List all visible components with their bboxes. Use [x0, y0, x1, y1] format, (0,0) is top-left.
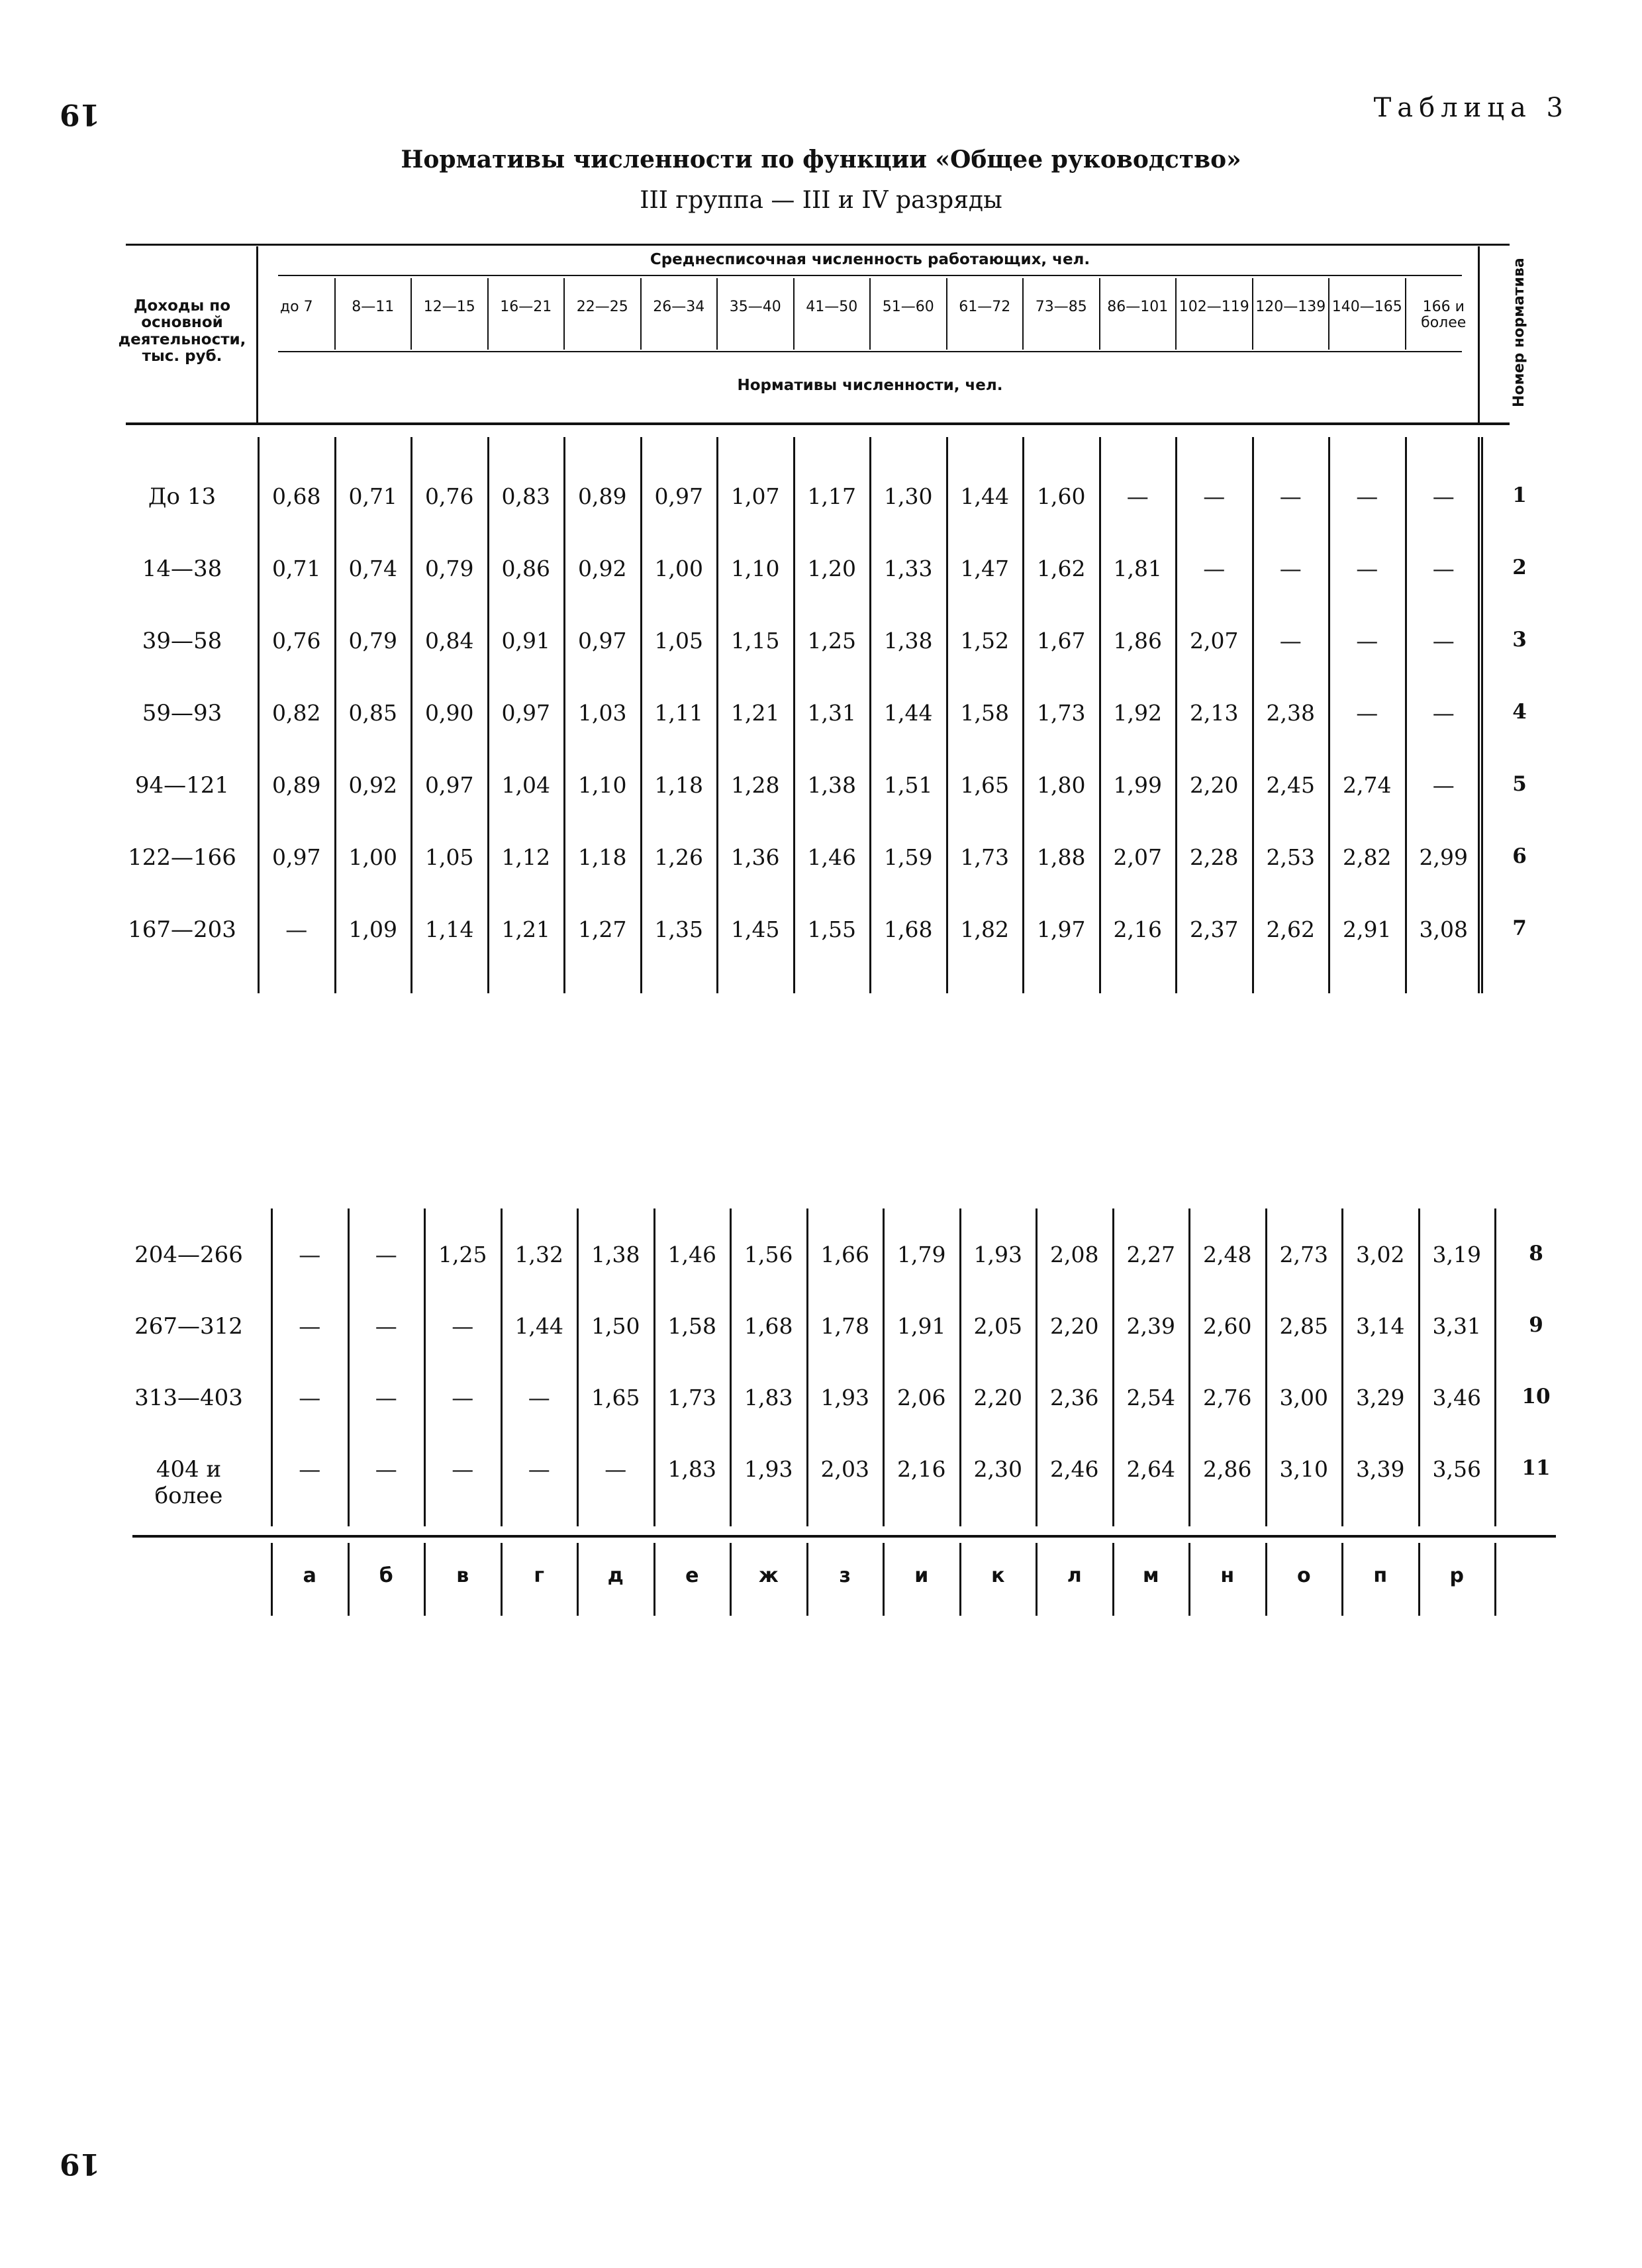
table-cell: 1,30: [884, 483, 933, 509]
table-cell: 1,20: [807, 556, 856, 581]
table-cell: 2,16: [1113, 916, 1162, 942]
table-cell: 0,97: [425, 772, 474, 798]
norm-number: 5: [1512, 772, 1527, 796]
table-cell: —: [375, 1313, 397, 1339]
column-letter: а: [303, 1564, 316, 1587]
table-cell: 0,92: [348, 772, 397, 798]
table-cell: 1,78: [820, 1313, 869, 1339]
column-header-divider: [1022, 278, 1024, 350]
table-cell: 1,59: [884, 844, 933, 870]
table-cell: —: [299, 1242, 321, 1267]
column-header-divider: [793, 278, 795, 350]
number-header: Номер норматива: [1510, 258, 1527, 407]
norms-header: Нормативы численности, чел.: [737, 377, 1003, 394]
table-cell: 1,26: [654, 844, 703, 870]
column-header: 120—139: [1255, 299, 1326, 315]
table-cell: —: [1356, 700, 1378, 726]
table-cell: 2,13: [1190, 700, 1239, 726]
row-label: 122—166: [128, 844, 236, 871]
column-header-divider: [1405, 278, 1406, 350]
table-cell: 0,97: [501, 700, 550, 726]
row-label: 267—312: [134, 1313, 243, 1340]
table-cell: 0,68: [272, 483, 321, 509]
table-cell: 1,25: [438, 1242, 487, 1267]
table-cell: 1,73: [960, 844, 1009, 870]
table-cell: 0,97: [272, 844, 321, 870]
rule-top: [126, 244, 1510, 246]
table-cell: 1,93: [820, 1385, 869, 1410]
table-cell: 1,35: [654, 916, 703, 942]
norm-number: 10: [1521, 1385, 1551, 1408]
table-cell: 1,38: [807, 772, 856, 798]
column-header-divider: [487, 278, 489, 350]
column-letter: е: [685, 1564, 699, 1587]
page-number-bottom: 19: [60, 2147, 101, 2181]
table-cell: 1,86: [1113, 628, 1162, 654]
table-cell: 1,81: [1113, 556, 1162, 581]
table-cell: 1,83: [744, 1385, 793, 1410]
header-divider-number: [1478, 246, 1480, 422]
column-header-divider: [334, 278, 336, 350]
table-cell: 0,89: [578, 483, 627, 509]
table-cell: 1,00: [348, 844, 397, 870]
table-cell: 1,46: [667, 1242, 716, 1267]
column-header: 8—11: [352, 299, 395, 315]
rule-header-bottom: [126, 422, 1510, 425]
table-cell: 3,39: [1356, 1456, 1405, 1482]
table-cell: 1,07: [731, 483, 780, 509]
header-divider: [256, 246, 258, 422]
norm-number: 9: [1529, 1313, 1543, 1337]
table-cell: 1,05: [654, 628, 703, 654]
column-header: 51—60: [882, 299, 934, 315]
table-cell: 1,31: [807, 700, 856, 726]
table-cell: —: [1432, 483, 1455, 509]
column-header: 102—119: [1179, 299, 1249, 315]
table-cell: 1,10: [731, 556, 780, 581]
table-cell: 1,62: [1037, 556, 1086, 581]
table-cell: —: [452, 1385, 474, 1410]
column-header: 12—15: [423, 299, 475, 315]
table-cell: 2,64: [1126, 1456, 1175, 1482]
table-cell: 0,84: [425, 628, 474, 654]
column-header: 16—21: [500, 299, 552, 315]
table-cell: —: [299, 1385, 321, 1410]
table-cell: 2,91: [1343, 916, 1392, 942]
table-cell: 0,89: [272, 772, 321, 798]
table-cell: 3,10: [1279, 1456, 1328, 1482]
table-cell: 1,66: [820, 1242, 869, 1267]
table-cell: 3,00: [1279, 1385, 1328, 1410]
row-label: 39—58: [142, 628, 222, 654]
table-cell: 1,44: [514, 1313, 563, 1339]
column-header-divider: [946, 278, 947, 350]
table-cell: 0,79: [348, 628, 397, 654]
column-letter: п: [1373, 1564, 1388, 1587]
table-cell: 1,58: [667, 1313, 716, 1339]
table-cell: 1,68: [884, 916, 933, 942]
table-cell: 1,44: [960, 483, 1009, 509]
table-cell: —: [452, 1456, 474, 1482]
table-cell: 0,83: [501, 483, 550, 509]
table-cell: 1,33: [884, 556, 933, 581]
table-cell: —: [528, 1456, 550, 1482]
table-cell: —: [1432, 556, 1455, 581]
table-cell: 1,93: [744, 1456, 793, 1482]
table-cell: 2,74: [1343, 772, 1392, 798]
column-header-divider: [1252, 278, 1253, 350]
table-cell: 1,91: [897, 1313, 946, 1339]
table-cell: —: [1203, 556, 1226, 581]
column-letter: б: [379, 1564, 393, 1587]
table-cell: 1,73: [667, 1385, 716, 1410]
table-cell: 2,76: [1203, 1385, 1252, 1410]
table-cell: 1,12: [501, 844, 550, 870]
column-header-divider: [716, 278, 718, 350]
table-cell: 1,18: [578, 844, 627, 870]
column-letter: м: [1142, 1564, 1159, 1587]
table-cell: 1,27: [578, 916, 627, 942]
table-cell: 1,21: [501, 916, 550, 942]
table-cell: 1,83: [667, 1456, 716, 1482]
table-cell: 1,04: [501, 772, 550, 798]
rule-group: [278, 275, 1462, 276]
column-letter: и: [914, 1564, 929, 1587]
table-cell: 0,71: [272, 556, 321, 581]
column-letter: в: [456, 1564, 469, 1587]
table-cell: 1,28: [731, 772, 780, 798]
column-header-divider: [1175, 278, 1177, 350]
table-cell: 2,48: [1203, 1242, 1252, 1267]
table-cell: 0,97: [578, 628, 627, 654]
table-cell: 2,37: [1190, 916, 1239, 942]
column-letter: ж: [758, 1564, 779, 1587]
table-cell: —: [375, 1456, 397, 1482]
table-cell: 1,05: [425, 844, 474, 870]
table-cell: 1,38: [591, 1242, 640, 1267]
table-cell: 1,36: [731, 844, 780, 870]
table-cell: —: [1279, 556, 1302, 581]
table-cell: 1,58: [960, 700, 1009, 726]
table-cell: —: [604, 1456, 627, 1482]
table-cell: 1,17: [807, 483, 856, 509]
table-cell: —: [1356, 556, 1378, 581]
column-header: 140—165: [1331, 299, 1402, 315]
table-cell: 1,60: [1037, 483, 1086, 509]
table-cell: 2,16: [897, 1456, 946, 1482]
table-cell: 0,79: [425, 556, 474, 581]
table-cell: 2,46: [1050, 1456, 1099, 1482]
table-cell: 2,20: [1050, 1313, 1099, 1339]
table-cell: 2,07: [1190, 628, 1239, 654]
table-cell: 2,99: [1419, 844, 1468, 870]
column-letter: д: [607, 1564, 624, 1587]
table-cell: 3,46: [1432, 1385, 1481, 1410]
table-subtitle: III группа — III и IV разряды: [640, 187, 1002, 214]
table-cell: 0,82: [272, 700, 321, 726]
table-cell: —: [1432, 700, 1455, 726]
table-cell: 2,07: [1113, 844, 1162, 870]
table-cell: 1,18: [654, 772, 703, 798]
table-title: Нормативы численности по функции «Общее руководство»: [401, 146, 1241, 173]
table-cell: 1,93: [973, 1242, 1022, 1267]
norm-number: 4: [1512, 700, 1527, 724]
norm-number: 7: [1512, 916, 1527, 940]
table-cell: 1,00: [654, 556, 703, 581]
column-header: 35—40: [729, 299, 781, 315]
row-label: 313—403: [134, 1385, 243, 1411]
table-cell: 1,68: [744, 1313, 793, 1339]
table-cell: 0,71: [348, 483, 397, 509]
row-label: 204—266: [134, 1242, 243, 1268]
column-header: 26—34: [653, 299, 705, 315]
column-header-divider: [1099, 278, 1100, 350]
column-header-divider: [1328, 278, 1329, 350]
table-cell: 0,90: [425, 700, 474, 726]
column-letter: л: [1067, 1564, 1082, 1587]
table-cell: —: [375, 1242, 397, 1267]
table-cell: 2,20: [973, 1385, 1022, 1410]
column-letter: р: [1449, 1564, 1464, 1587]
table-cell: 1,82: [960, 916, 1009, 942]
table-cell: —: [285, 916, 308, 942]
table-cell: 2,03: [820, 1456, 869, 1482]
table-cell: 0,74: [348, 556, 397, 581]
rule-columns: [278, 351, 1462, 352]
table-cell: 1,09: [348, 916, 397, 942]
table-cell: —: [1203, 483, 1226, 509]
table-cell: —: [1356, 483, 1378, 509]
table-cell: 2,08: [1050, 1242, 1099, 1267]
table-cell: 2,30: [973, 1456, 1022, 1482]
table-cell: —: [1279, 628, 1302, 654]
row-label: 59—93: [142, 700, 222, 726]
table-cell: 3,31: [1432, 1313, 1481, 1339]
row-header: Доходы по основной деятельности, тыс. руб.: [118, 297, 246, 365]
table-cell: 1,03: [578, 700, 627, 726]
table-cell: 2,45: [1266, 772, 1315, 798]
table-cell: 0,86: [501, 556, 550, 581]
table-cell: 2,28: [1190, 844, 1239, 870]
table-cell: 3,19: [1432, 1242, 1481, 1267]
table-cell: —: [299, 1456, 321, 1482]
table-cell: 1,15: [731, 628, 780, 654]
column-header: 166 и более: [1421, 299, 1467, 332]
table-cell: 2,86: [1203, 1456, 1252, 1482]
table-cell: 0,76: [272, 628, 321, 654]
table-cell: 2,06: [897, 1385, 946, 1410]
table-cell: 2,20: [1190, 772, 1239, 798]
table-cell: 2,73: [1279, 1242, 1328, 1267]
table-cell: 1,73: [1037, 700, 1086, 726]
column-header-divider: [410, 278, 412, 350]
column-letter: о: [1296, 1564, 1311, 1587]
table-cell: 1,65: [960, 772, 1009, 798]
table-cell: 3,08: [1419, 916, 1468, 942]
table-cell: 3,14: [1356, 1313, 1405, 1339]
table-cell: —: [1356, 628, 1378, 654]
table-cell: 1,25: [807, 628, 856, 654]
table-cell: 2,85: [1279, 1313, 1328, 1339]
table-cell: 3,02: [1356, 1242, 1405, 1267]
column-header: 61—72: [959, 299, 1011, 315]
table-cell: 1,52: [960, 628, 1009, 654]
column-letter: к: [991, 1564, 1005, 1587]
table-cell: 2,82: [1343, 844, 1392, 870]
table-cell: 1,97: [1037, 916, 1086, 942]
row-label: До 13: [148, 483, 217, 510]
table-cell: —: [1432, 628, 1455, 654]
table-cell: 2,54: [1126, 1385, 1175, 1410]
table-cell: 2,53: [1266, 844, 1315, 870]
table-cell: 0,92: [578, 556, 627, 581]
table-label: Таблица 3: [1373, 93, 1569, 123]
table-cell: 1,65: [591, 1385, 640, 1410]
group-header: Среднесписочная численность работающих, чел.: [650, 251, 1090, 268]
column-letter: з: [839, 1564, 851, 1587]
table-cell: —: [1279, 483, 1302, 509]
table-cell: 1,67: [1037, 628, 1086, 654]
row-label: 14—38: [142, 556, 222, 582]
table-cell: 1,32: [514, 1242, 563, 1267]
table-cell: 1,80: [1037, 772, 1086, 798]
table-cell: —: [299, 1313, 321, 1339]
table-cell: 2,36: [1050, 1385, 1099, 1410]
table-cell: 1,79: [897, 1242, 946, 1267]
table-cell: —: [528, 1385, 550, 1410]
column-header: 22—25: [576, 299, 628, 315]
norm-number: 11: [1521, 1456, 1551, 1480]
table-cell: 1,56: [744, 1242, 793, 1267]
norm-number: 1: [1512, 483, 1527, 507]
table-cell: —: [375, 1385, 397, 1410]
table-cell: 1,88: [1037, 844, 1086, 870]
column-header-divider: [640, 278, 642, 350]
column-header-divider: [869, 278, 871, 350]
table-cell: 2,05: [973, 1313, 1022, 1339]
table-cell: 3,56: [1432, 1456, 1481, 1482]
table-cell: 1,10: [578, 772, 627, 798]
table-cell: 1,51: [884, 772, 933, 798]
norm-number: 2: [1512, 556, 1527, 579]
table-cell: 1,21: [731, 700, 780, 726]
column-header: до 7: [279, 299, 313, 315]
row-label: 404 и более: [154, 1456, 223, 1509]
column-letter: н: [1220, 1564, 1235, 1587]
table-cell: 1,46: [807, 844, 856, 870]
column-header-divider: [563, 278, 565, 350]
table-cell: 1,50: [591, 1313, 640, 1339]
table-cell: 0,91: [501, 628, 550, 654]
table-cell: 0,85: [348, 700, 397, 726]
table-cell: 2,62: [1266, 916, 1315, 942]
row-label: 94—121: [134, 772, 230, 799]
table-cell: 2,38: [1266, 700, 1315, 726]
norm-number: 8: [1529, 1242, 1543, 1265]
table-cell: 1,44: [884, 700, 933, 726]
rule-bottom: [132, 1535, 1556, 1538]
column-header: 86—101: [1107, 299, 1169, 315]
table-cell: —: [452, 1313, 474, 1339]
column-header: 73—85: [1035, 299, 1087, 315]
table-cell: —: [1432, 772, 1455, 798]
row-label: 167—203: [128, 916, 236, 943]
table-cell: 2,60: [1203, 1313, 1252, 1339]
table-cell: 2,27: [1126, 1242, 1175, 1267]
norm-number: 6: [1512, 844, 1527, 868]
table-cell: 1,92: [1113, 700, 1162, 726]
page-number-top: 19: [60, 97, 101, 131]
table-cell: 1,11: [654, 700, 703, 726]
table-cell: 2,39: [1126, 1313, 1175, 1339]
norm-number: 3: [1512, 628, 1527, 652]
table-cell: 1,99: [1113, 772, 1162, 798]
table-cell: 0,97: [654, 483, 703, 509]
table-cell: 1,55: [807, 916, 856, 942]
table-cell: —: [1126, 483, 1149, 509]
column-header: 41—50: [806, 299, 858, 315]
table-cell: 1,45: [731, 916, 780, 942]
table-cell: 3,29: [1356, 1385, 1405, 1410]
table-cell: 0,76: [425, 483, 474, 509]
table-cell: 1,38: [884, 628, 933, 654]
table-cell: 1,14: [425, 916, 474, 942]
table-cell: 1,47: [960, 556, 1009, 581]
column-letter: г: [534, 1564, 545, 1587]
